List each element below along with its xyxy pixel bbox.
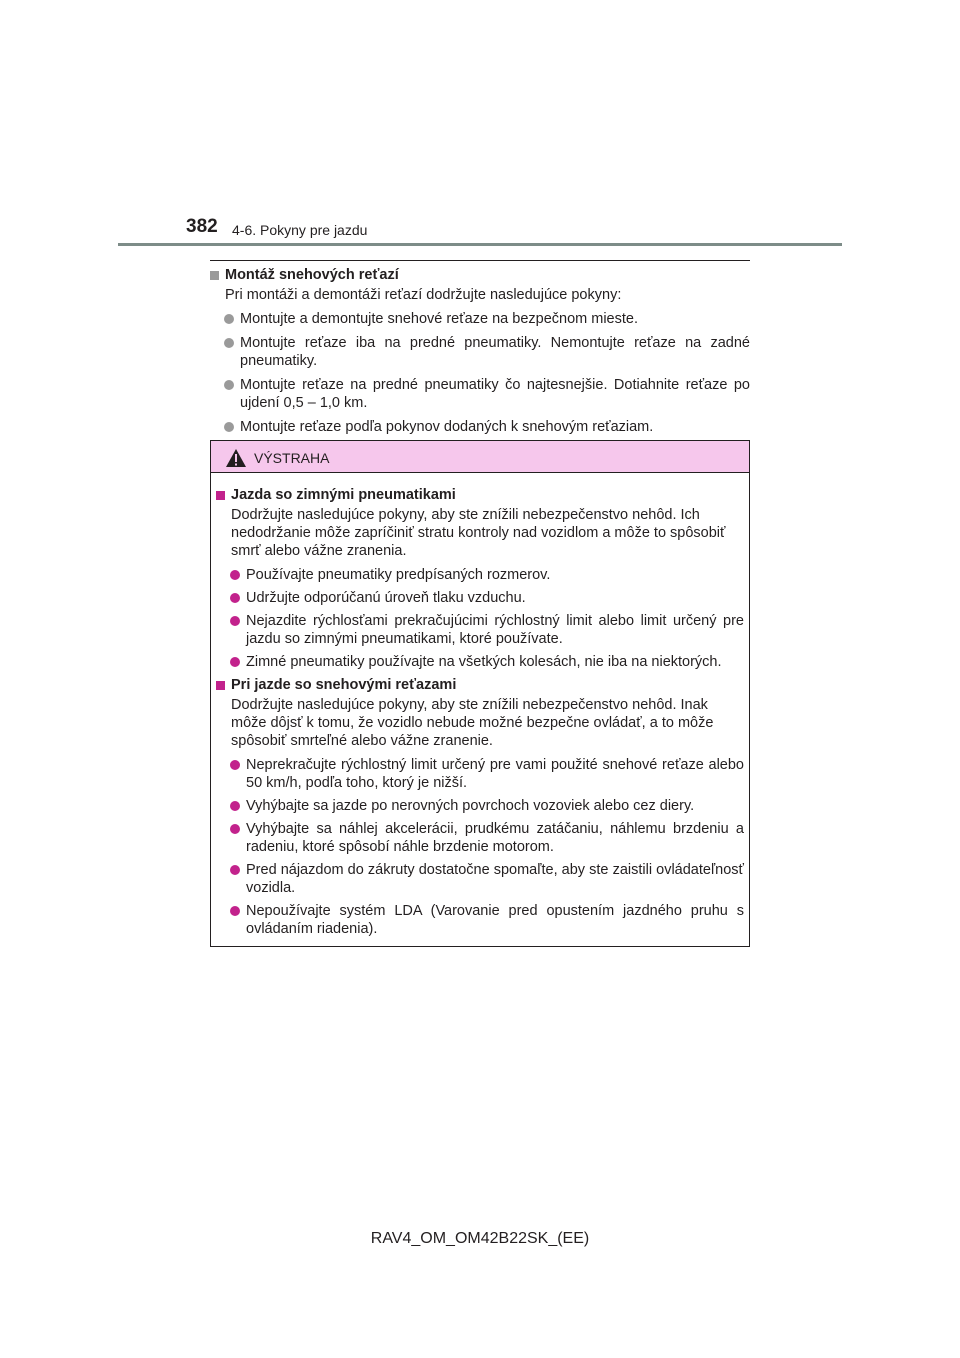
warning-group-heading: Pri jazde so snehovými reťazami (216, 676, 744, 694)
header-rule (118, 243, 842, 246)
warning-group-heading: Jazda so zimnými pneumatikami (216, 486, 744, 504)
warning-group-snow-chains (216, 676, 744, 938)
bullet-dot-icon (230, 801, 240, 811)
list-item: Zimné pneumatiky používajte na všetkých kolesách, nie iba na niektorých. (216, 653, 744, 671)
section-rule (210, 260, 750, 261)
bullet-dot-icon (230, 760, 240, 770)
bullet-dot-icon (224, 314, 234, 324)
list-item: Montujte a demontujte snehové reťaze na bezpečnom mieste. (210, 310, 750, 328)
bullet-dot-icon (224, 338, 234, 348)
bullet-dot-icon (230, 657, 240, 667)
bullet-dot-icon (224, 422, 234, 432)
list-item: Vyhýbajte sa jazde po nerovných povrchoch vozoviek alebo cez diery. (216, 797, 744, 815)
list-item: Používajte pneumatiky predpísaných rozmerov. (216, 566, 744, 584)
document-code: RAV4_OM_OM42B22SK_(EE) (370, 1230, 590, 1247)
warning-header (211, 441, 749, 473)
bullet-dot-icon (230, 593, 240, 603)
bullet-dot-icon (230, 865, 240, 875)
list-item: Montujte reťaze podľa pokynov dodaných k snehovým reťaziam. (210, 418, 750, 436)
list-item: Udržujte odporúčanú úroveň tlaku vzduchu. (216, 589, 744, 607)
warning-body (216, 486, 744, 943)
bullet-dot-icon (230, 616, 240, 626)
snow-chain-section (210, 266, 750, 442)
page-number: 382 (186, 216, 218, 237)
list-item: Nejazdite rýchlosťami prekračujúcimi rýchlostný limit alebo limit určený pre jazdu so zimnými pneumatikami, ktoré používate. (216, 612, 744, 648)
warning-group-winter-tires (216, 486, 744, 671)
bullet-dot-icon (230, 570, 240, 580)
warning-group-text: Dodržujte nasledujúce pokyny, aby ste znížili nebezpečenstvo nehôd. Ich nedodržanie môže zapríčiniť stratu kontroly nad vozidlom a môže to spôsobiť smrť alebo vážne zranenia. (231, 507, 726, 559)
warning-group-text: Dodržujte nasledujúce pokyny, aby ste znížili nebezpečenstvo nehôd. Inak môže dôjsť k tomu, že vozidlo nebude možné bezpečne ovládať, a to môže spôsobiť smrteľné alebo vážne zranenie. (231, 697, 714, 749)
warning-box (210, 440, 750, 947)
bullet-dot-icon (230, 906, 240, 916)
bullet-dot-icon (230, 824, 240, 834)
bullet-dot-icon (224, 380, 234, 390)
list-item: Neprekračujte rýchlostný limit určený pre vami použité snehové reťaze alebo 50 km/h, podľa toho, ktorý je nižší. (216, 756, 744, 792)
list-item: Nepoužívajte systém LDA (Varovanie pred opustením jazdného pruhu s ovládaním riadenia). (216, 902, 744, 938)
list-item: Montujte reťaze iba na predné pneumatiky. Nemontujte reťaze na zadné pneumatiky. (210, 334, 750, 370)
list-item: Montujte reťaze na predné pneumatiky čo najtesnejšie. Dotiahnite reťaze po ujdení 0,5 – 1,0 km. (210, 376, 750, 412)
section-intro: Pri montáži a demontáži reťazí dodržujte nasledujúce pokyny: (225, 287, 622, 303)
list-item: Pred nájazdom do zákruty dostatočne spomaľte, aby ste zaistili ovládateľnosť vozidla. (216, 861, 744, 897)
square-bullet-icon (210, 271, 219, 280)
section-heading: Montáž snehových reťazí (210, 266, 750, 284)
square-bullet-icon (216, 681, 225, 690)
square-bullet-icon (216, 491, 225, 500)
chapter-title: 4-6. Pokyny pre jazdu (232, 222, 368, 238)
warning-triangle-icon (225, 448, 247, 468)
list-item: Vyhýbajte sa náhlej akcelerácii, prudkému zatáčaniu, náhlemu brzdeniu a radeniu, ktoré spôsobí náhle brzdenie motorom. (216, 820, 744, 856)
warning-title: VÝSTRAHA (254, 450, 330, 466)
